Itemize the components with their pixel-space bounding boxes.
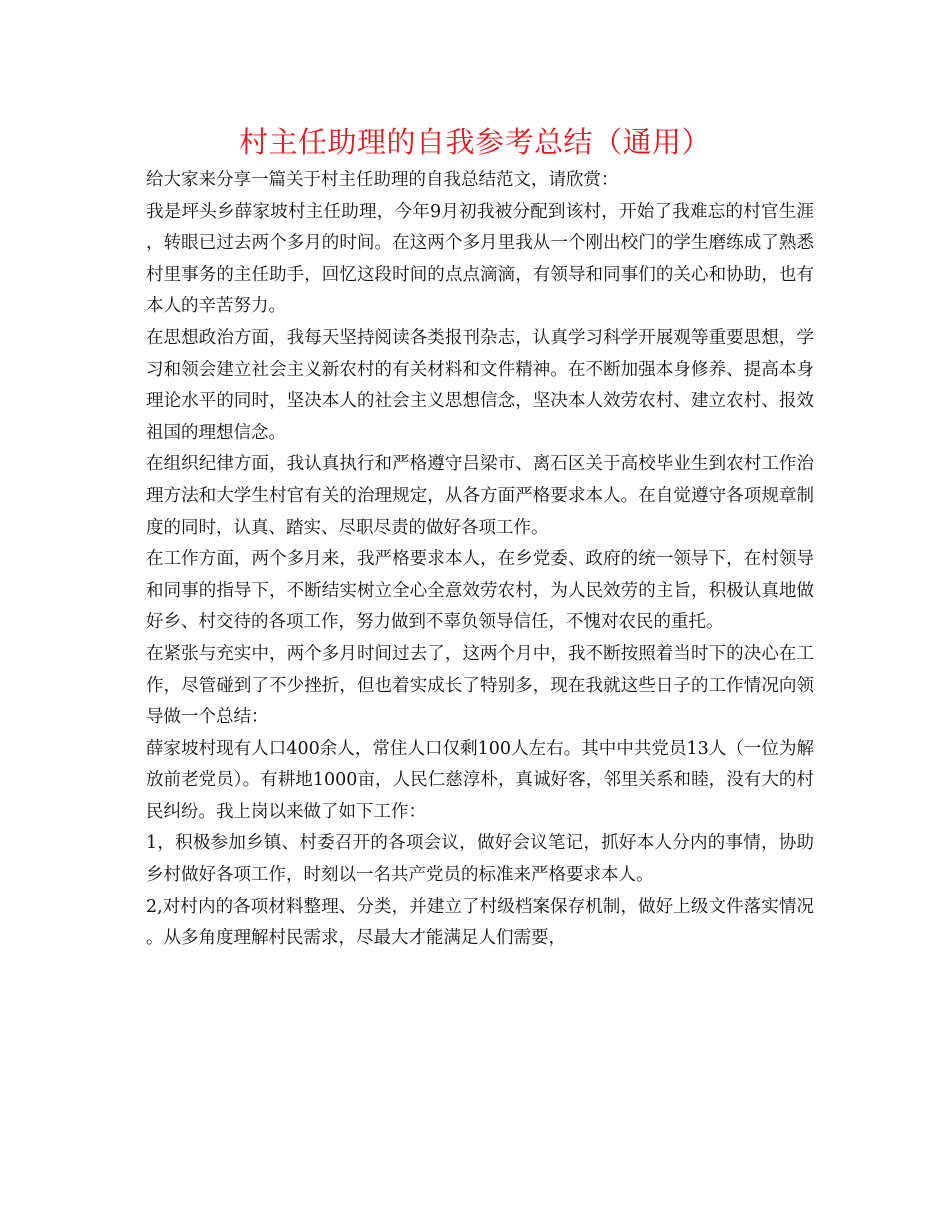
paragraph-background: 我是坪头乡薛家坡村主任助理，今年9月初我被分配到该村，开始了我难忘的村官生涯，转眼已过去两个多月的时间。在这两个多月里我从一个刚出校门的学生磨练成了熟悉村里事务的主任助手，回忆这段时间的点点滴滴，有领导和同事们的关心和协助，也有本人的辛苦努力。 [146,201,814,317]
paragraph-intro: 给大家来分享一篇关于村主任助理的自我总结范文，请欣赏： [146,170,619,190]
paragraph-work: 在工作方面，两个多月来，我严格要求本人，在乡党委、政府的统一领导下，在村领导和同事的指导下，不断结实树立全心全意效劳农村，为人民效劳的主旨，积极认真地做好乡、村交待的各项工作，努力做到不辜负领导信任，不愧对农民的重托。 [146,549,814,633]
paragraph-growth: 在紧张与充实中，两个多月时间过去了，这两个月中，我不断按照着当时下的决心在工作，尽管碰到了不少挫折，但也着实成长了特别多，现在我就这些日子的工作情况向领导做一个总结： [146,643,814,728]
paragraph-political-thought: 在思想政治方面，我每天坚持阅读各类报刊杂志，认真学习科学开展观等重要思想，学习和领会建立社会主义新农村的有关材料和文件精神。在不断加强本身修养、提高本身理论水平的同时，坚决本人的社会主义思想信念，坚决本人效劳农村、建立农村、报效祖国的理想信念。 [146,327,814,443]
paragraph-village-profile: 薛家坡村现有人口400余人，常住人口仅剩100人左右。其中中共党员13人（一位为解放前老党员）。有耕地1000亩，人民仁慈淳朴，真诚好客，邻里关系和睦，没有大的村民纠纷。我上岗以来做了如下工作： [146,738,814,822]
document-body [146,165,814,955]
paragraph-item-1: 1，积极参加乡镇、村委召开的各项会议，做好会议笔记，抓好本人分内的事情，协助乡村做好各项工作，时刻以一名共产党员的标准来严格要求本人。 [146,833,814,886]
paragraph-item-2: 2,对村内的各项材料整理、分类，并建立了村级档案保存机制，做好上级文件落实情况。从多角度理解村民需求，尽最大才能满足人们需要， [146,896,814,949]
paragraph-discipline: 在组织纪律方面，我认真执行和严格遵守吕梁市、离石区关于高校毕业生到农村工作治理方法和大学生村官有关的治理规定，从各方面严格要求本人。在自觉遵守各项规章制度的同时，认真、踏实、尽职尽责的做好各项工作。 [146,454,814,538]
document-title: 村主任助理的自我参考总结（通用） [238,125,711,159]
